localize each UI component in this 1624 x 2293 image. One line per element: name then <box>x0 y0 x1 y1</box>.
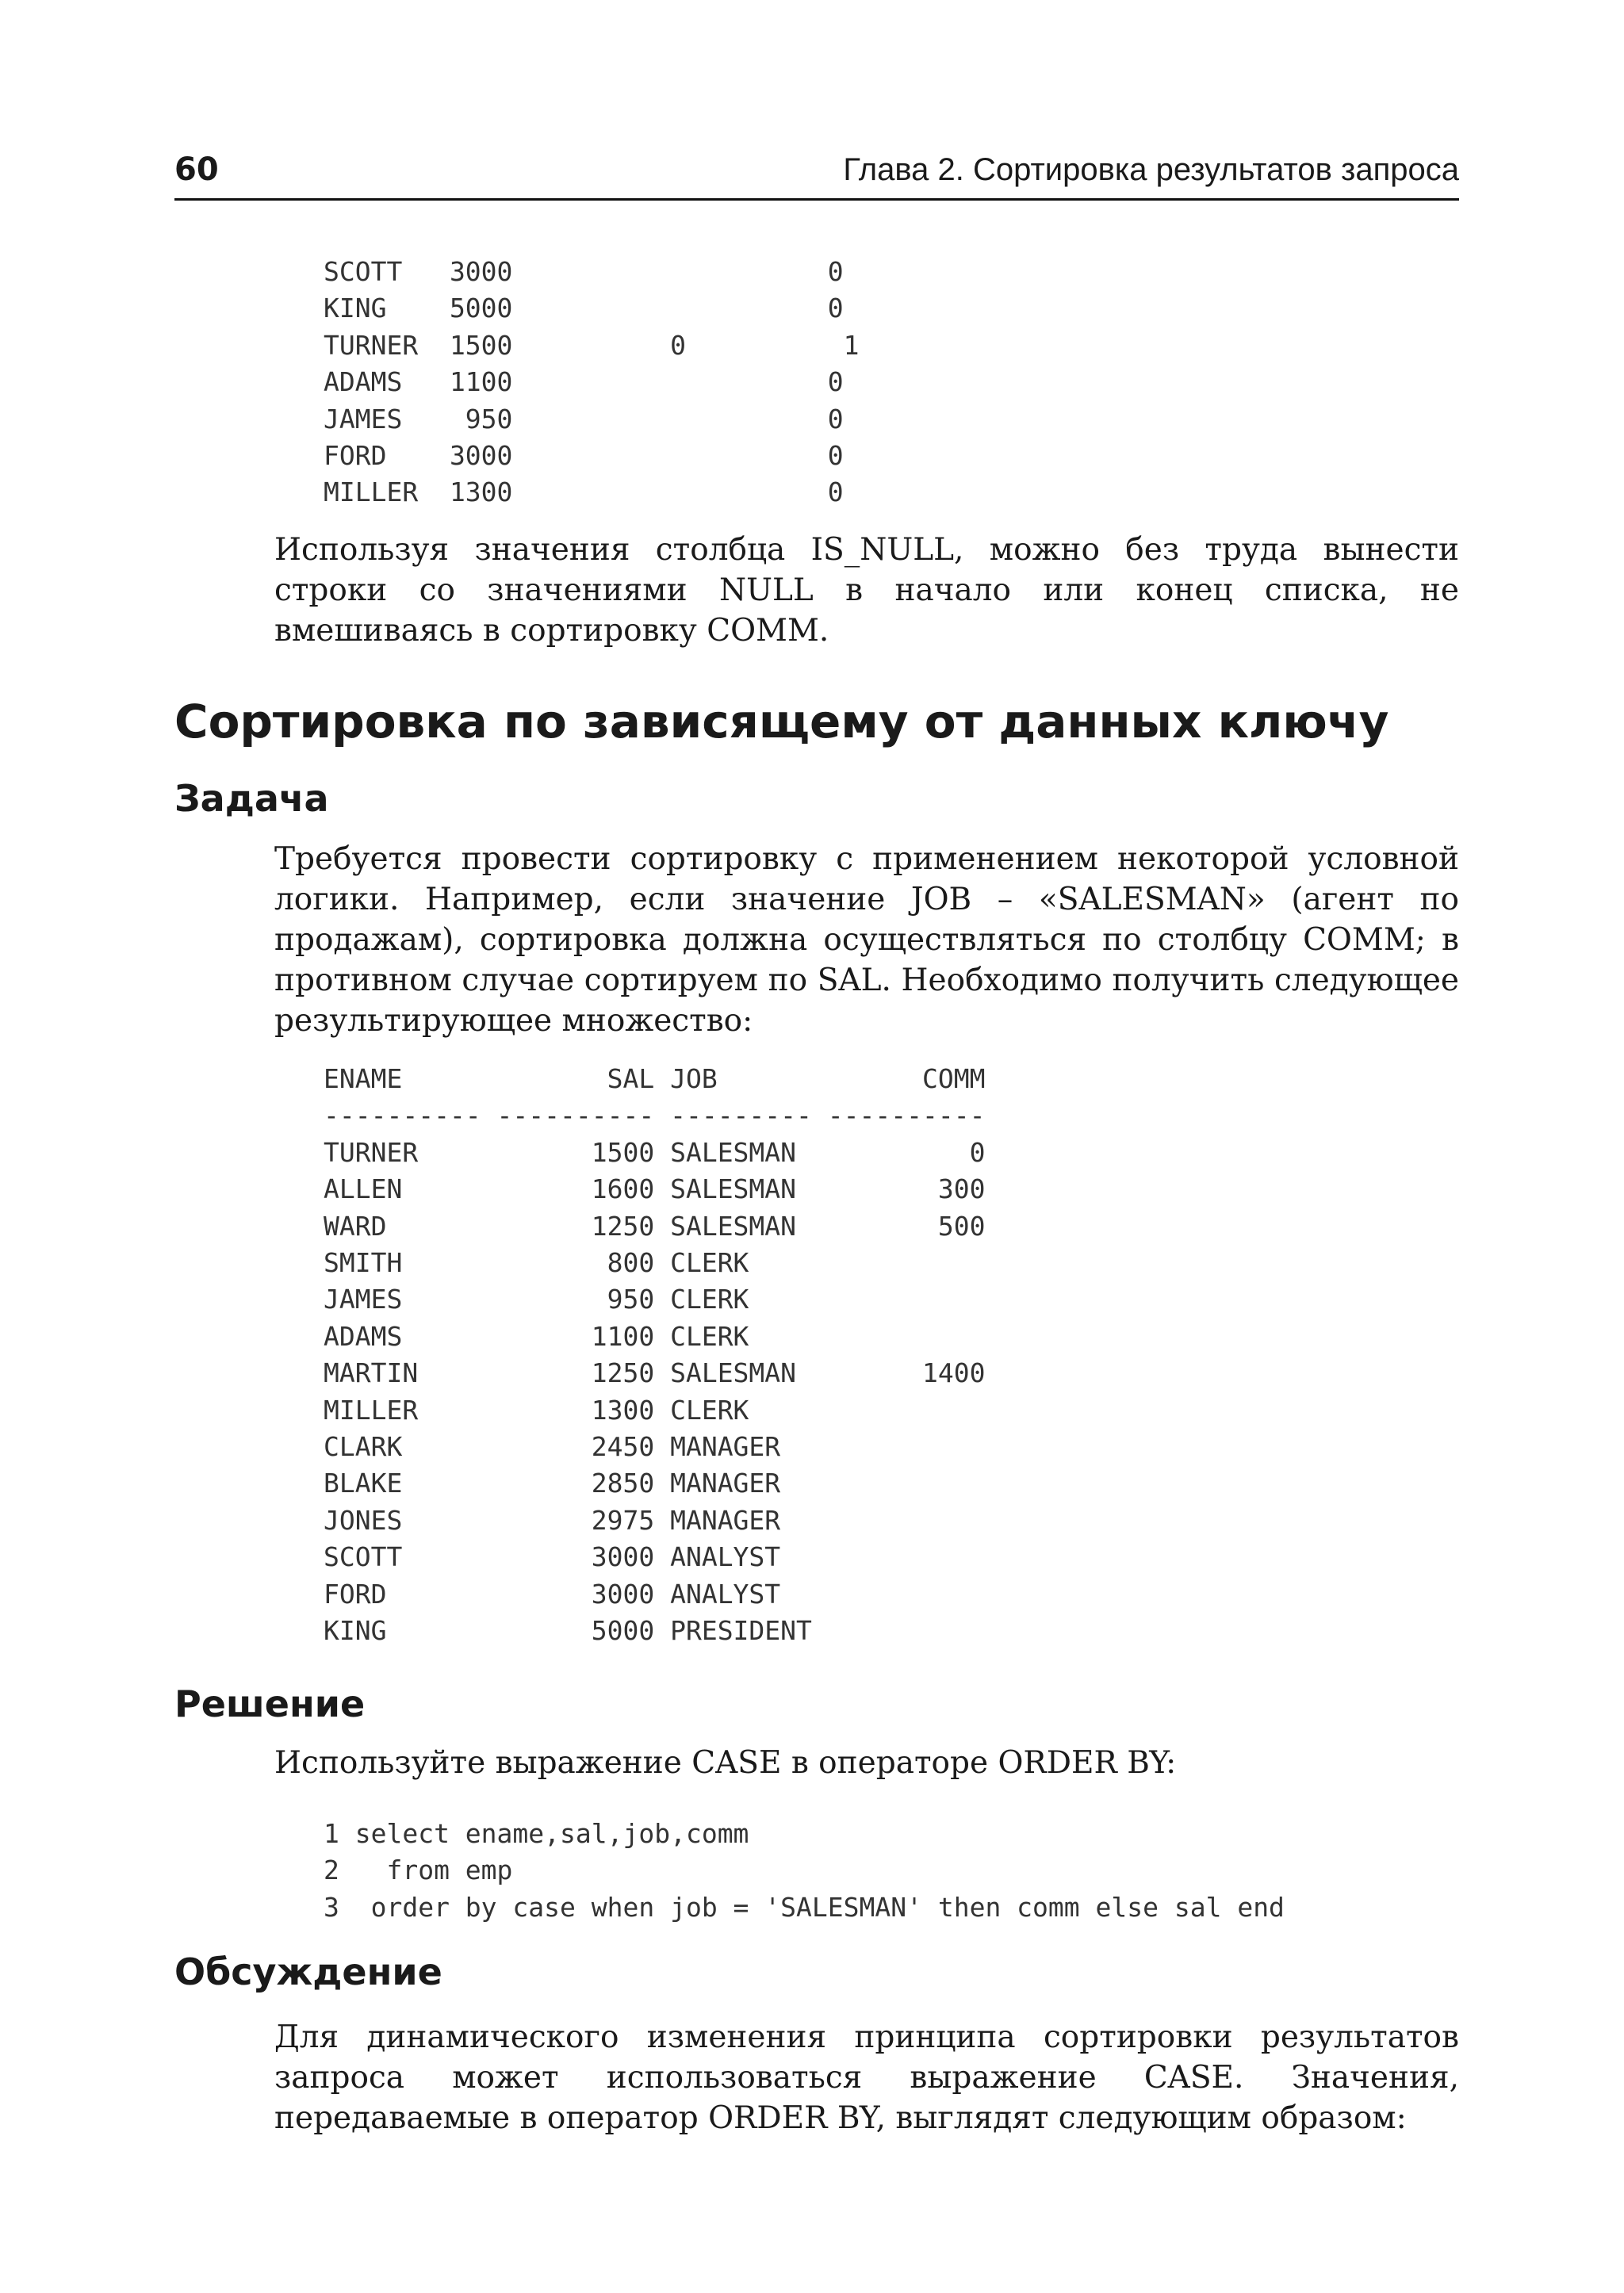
section-title: Сортировка по зависящему от данных ключу <box>174 695 1389 748</box>
table-row: KING 5000 PRESIDENT <box>324 1615 812 1647</box>
discussion-heading: Обсуждение <box>174 1950 442 1993</box>
result-table <box>324 1061 985 1650</box>
solution-heading: Решение <box>174 1682 366 1725</box>
table-row: KING 5000 0 <box>324 293 844 324</box>
table-row: SCOTT 3000 ANALYST <box>324 1541 781 1573</box>
table-row: ADAMS 1100 0 <box>324 366 844 398</box>
code-line: 3 order by case when job = 'SALESMAN' then comm else sal end <box>324 1891 1285 1923</box>
running-title: Глава 2. Сортировка результатов запроса <box>843 152 1459 187</box>
task-paragraph: Требуется провести сортировку с применением некоторой условной логики. Например, если значение JOB – «SALESMAN» (агент по продажам), сортировка должна осуществляться по столбцу COMM; в противном случае сортируем по SAL. Необходимо получить следующее результирующее множество: <box>274 841 1459 1039</box>
table-row: TURNER 1500 0 1 <box>324 329 860 361</box>
table-header-row: ENAME SAL JOB COMM <box>324 1063 986 1094</box>
table-row: FORD 3000 0 <box>324 440 844 472</box>
table-row: WARD 1250 SALESMAN 500 <box>324 1210 986 1242</box>
page-number: 60 <box>174 151 219 188</box>
table-row: JAMES 950 0 <box>324 403 844 434</box>
code-line: 1 select ename,sal,job,comm <box>324 1818 749 1849</box>
table-row: BLAKE 2850 MANAGER <box>324 1468 781 1499</box>
top-output-table <box>324 254 860 511</box>
table-row: MARTIN 1250 SALESMAN 1400 <box>324 1357 986 1389</box>
table-row: JONES 2975 MANAGER <box>324 1504 781 1536</box>
table-row: ADAMS 1100 CLERK <box>324 1320 749 1352</box>
paragraph-is-null: Используя значения столбца IS_NULL, можно без труда вынести строки со значениями NULL в начало или конец списка, не вмешиваясь в сортировку COMM. <box>274 532 1459 649</box>
table-row: JAMES 950 CLERK <box>324 1284 749 1315</box>
table-row: SMITH 800 CLERK <box>324 1247 749 1279</box>
table-row: ALLEN 1600 SALESMAN 300 <box>324 1173 986 1205</box>
sql-code-block <box>324 1816 1285 1926</box>
table-row: CLARK 2450 MANAGER <box>324 1431 781 1463</box>
table-row: TURNER 1500 SALESMAN 0 <box>324 1136 986 1168</box>
table-row: MILLER 1300 0 <box>324 477 844 508</box>
task-heading: Задача <box>174 777 329 820</box>
code-line: 2 from emp <box>324 1855 513 1886</box>
solution-paragraph: Используйте выражение CASE в операторе ORDER BY: <box>274 1745 1177 1781</box>
table-separator: ---------- ---------- --------- ---------- <box>324 1100 986 1131</box>
discussion-paragraph: Для динамического изменения принципа сортировки результатов запроса может использоваться выражение CASE. Значения, передаваемые в оператор ORDER BY, выглядят следующим образом: <box>274 2019 1459 2136</box>
page-header <box>174 147 1459 201</box>
table-row: MILLER 1300 CLERK <box>324 1394 749 1426</box>
table-row: SCOTT 3000 0 <box>324 256 844 287</box>
table-row: FORD 3000 ANALYST <box>324 1578 781 1610</box>
